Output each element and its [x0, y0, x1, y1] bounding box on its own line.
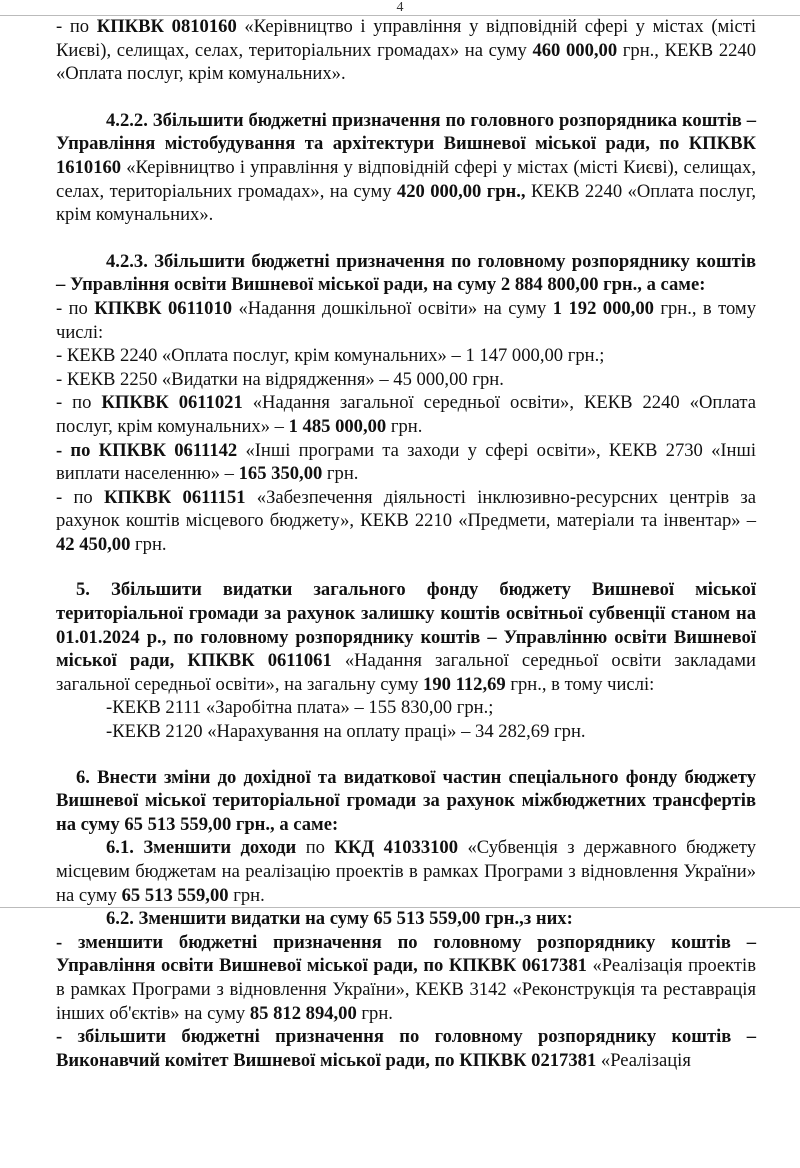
kpkvk-0611142-item: - по КПКВК 0611142 «Інші програми та заходи у сфері освіти», КЕКВ 2730 «Інші виплати населенню» – 165 350,00 грн. — [56, 439, 756, 485]
section-5: 5. Збільшити видатки загального фонду бюджету Вишневої міської територіальної громади за рахунок залишку коштів освітньої субвенції станом на 01.01.2024 р., по головному розпоряднику коштів – Управлінню освіти Вишневої міської ради, КПКВК 0611061 «Надання загальної середньої освіти закладами загальної середньої освіти», на загальну суму 190 112,69 грн., в тому числі: — [56, 579, 757, 695]
document-body — [56, 15, 756, 1072]
section-6-2-heading: 6.2. Зменшити видатки на суму 65 513 559,00 грн.,з них: — [106, 908, 573, 930]
kekv-2250-item: - КЕКВ 2250 «Видатки на відрядження» – 45 000,00 грн. — [56, 368, 504, 390]
section-4-2-2: 4.2.2. Збільшити бюджетні призначення по головного розпорядника коштів – Управління містобудування та архітектури Вишневої міської ради, по КПКВК 1610160 «Керівництво і управління у відповідній сфері у містах (місті Києві), селищах, селах, територіальних громадах», на суму 420 000,00 грн., КЕКВ 2240 «Оплата послуг, крім комунальних». — [56, 109, 756, 226]
kekv-2120-item: -КЕКВ 2120 «Нарахування на оплату праці» – 34 282,69 грн. — [106, 721, 586, 743]
kekv-2111-item: -КЕКВ 2111 «Заробітна плата» – 155 830,00 грн.; — [106, 697, 494, 719]
page-number: 4 — [396, 0, 404, 15]
kpkvk-0611010-item: - по КПКВК 0611010 «Надання дошкільної освіти» на суму 1 192 000,00 грн., в тому числі: — [56, 297, 756, 343]
kekv-2240-item: - КЕКВ 2240 «Оплата послуг, крім комунальних» – 1 147 000,00 грн.; — [56, 345, 605, 367]
decrease-kpkvk-0617381: - зменшити бюджетні призначення по головному розпоряднику коштів – Управління освіти Вишневої міської ради, по КПКВК 0617381 «Реалізація проектів в рамках Програми з відновлення України», КЕКВ 3142 «Реконструкція та реставрація інших об'єктів» на суму 85 812 894,00 грн. — [56, 931, 756, 1024]
section-4-2-3-heading: 4.2.3. Збільшити бюджетні призначення по головному розпоряднику коштів – Управління освіти Вишневої міської ради, на суму 2 884 800,00 грн., а саме: — [56, 250, 756, 296]
section-6: 6. Внести зміни до дохідної та видаткової частин спеціального фонду бюджету Вишневої міської територіальної громади за рахунок міжбюджетних трансфертів на суму 65 513 559,00 грн., а саме: — [56, 766, 756, 835]
section-6-1: 6.1. Зменшити доходи по ККД 41033100 «Субвенція з державного бюджету місцевим бюджетам на реалізацію проектів в рамках Програми з відновлення України» на суму 65 513 559,00 грн. — [56, 837, 757, 906]
kpkvk-0611151-item: - по КПКВК 0611151 «Забезпечення діяльності інклюзивно-ресурсних центрів за рахунок коштів місцевого бюджету», КЕКВ 2210 «Предмети, матеріали та інвентар» – 42 450,00 грн. — [56, 486, 756, 555]
increase-kpkvk-0217381: - збільшити бюджетні призначення по головному розпоряднику коштів – Виконавчий комітет Вишневої міської ради, по КПКВК 0217381 «Реалізація — [56, 1026, 756, 1071]
kpkvk-0611021-item: - по КПКВК 0611021 «Надання загальної середньої освіти», КЕКВ 2240 «Оплата послуг, крім комунальних» – 1 485 000,00 грн. — [56, 392, 756, 437]
kpkvk-0810160-paragraph: - по КПКВК 0810160 «Керівництво і управління у відповідній сфері у містах (місті Києві), селищах, селах, територіальних громадах» на суму 460 000,00 грн., КЕКВ 2240 «Оплата послуг, крім комунальних». — [56, 16, 757, 85]
